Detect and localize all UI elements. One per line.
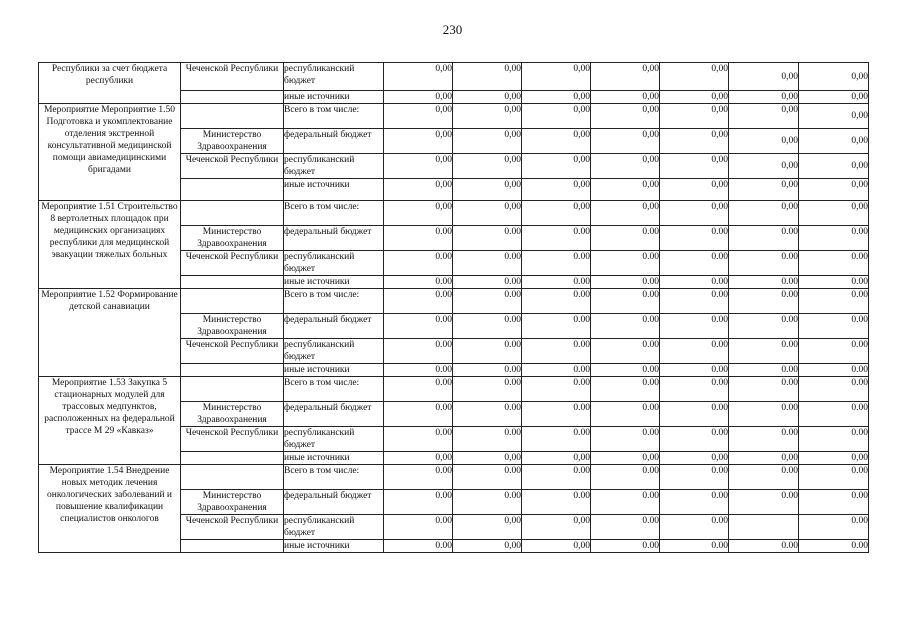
amount-cell: 0.00 <box>729 251 799 276</box>
amount-cell: 0.00 <box>591 226 660 251</box>
amount-cell: 0.00 <box>522 289 591 314</box>
funding-source: Всего в том числе: <box>284 289 384 314</box>
amount-cell: 0,00 <box>591 179 660 201</box>
amount-cell: 0.00 <box>384 427 453 452</box>
amount-cell: 0,00 <box>660 104 729 129</box>
responsible-executor <box>181 104 284 129</box>
amount-cell: 0,00 <box>591 104 660 129</box>
amount-cell: 0.00 <box>729 289 799 314</box>
amount-cell: 0.00 <box>799 314 869 339</box>
amount-cell: 0.00 <box>660 427 729 452</box>
amount-cell: 0.00 <box>799 490 869 515</box>
amount-cell: 0.00 <box>591 314 660 339</box>
responsible-executor: Министерство Здравоохранения <box>181 402 284 427</box>
amount-cell: 0,00 <box>522 63 591 91</box>
amount-cell: 0,00 <box>729 179 799 201</box>
amount-cell: 0,00 <box>522 91 591 104</box>
responsible-executor: Министерство Здравоохранения <box>181 314 284 339</box>
amount-cell: 0.00 <box>522 226 591 251</box>
amount-cell: 0,00 <box>799 129 869 154</box>
table-row <box>39 63 869 91</box>
funding-source: республиканский бюджет <box>284 154 384 179</box>
amount-cell: 0.00 <box>729 465 799 490</box>
amount-cell: 0.00 <box>384 251 453 276</box>
amount-cell: 0.00 <box>660 490 729 515</box>
amount-cell: 0.00 <box>729 490 799 515</box>
amount-cell: 0.00 <box>591 540 660 553</box>
amount-cell: 0.00 <box>729 226 799 251</box>
amount-cell: 0.00 <box>729 402 799 427</box>
amount-cell: 0.00 <box>660 402 729 427</box>
amount-cell: 0,00 <box>729 63 799 91</box>
amount-cell: 0.00 <box>729 377 799 402</box>
amount-cell: 0.00 <box>591 364 660 377</box>
amount-cell: 0,00 <box>729 452 799 465</box>
amount-cell: 0.00 <box>591 465 660 490</box>
amount-cell: 0.00 <box>799 339 869 364</box>
amount-cell: 0.00 <box>591 402 660 427</box>
amount-cell: 0,00 <box>660 452 729 465</box>
amount-cell: 0,00 <box>591 154 660 179</box>
measure-description: Мероприятие 1.51 Строительство 8 вертолетных площадок при медицинских организациях республики для медицинской эвакуации тяжелых больных <box>39 201 181 289</box>
amount-cell: 0.00 <box>799 402 869 427</box>
amount-cell: 0,00 <box>453 515 522 540</box>
amount-cell: 0,00 <box>384 91 453 104</box>
amount-cell: 0,00 <box>522 452 591 465</box>
amount-cell: 0.00 <box>522 465 591 490</box>
amount-cell: 0.00 <box>384 515 453 540</box>
responsible-executor <box>181 452 284 465</box>
amount-cell: 0.00 <box>453 226 522 251</box>
amount-cell: 0,00 <box>522 129 591 154</box>
amount-cell: 0.00 <box>660 251 729 276</box>
amount-cell: 0,00 <box>522 201 591 226</box>
amount-cell: 0.00 <box>522 402 591 427</box>
amount-cell: 0.00 <box>384 364 453 377</box>
amount-cell: 0.00 <box>453 465 522 490</box>
table-row <box>39 377 869 402</box>
amount-cell: 0.00 <box>453 276 522 289</box>
amount-cell: 0.00 <box>591 377 660 402</box>
amount-cell: 0.00 <box>522 339 591 364</box>
funding-source: Всего в том числе: <box>284 104 384 129</box>
responsible-executor <box>181 377 284 402</box>
amount-cell: 0,00 <box>384 452 453 465</box>
funding-source: республиканский бюджет <box>284 515 384 540</box>
amount-cell: 0.00 <box>729 364 799 377</box>
responsible-executor: Чеченской Республики <box>181 427 284 452</box>
funding-source: иные источники <box>284 179 384 201</box>
amount-cell: 0,00 <box>799 201 869 226</box>
amount-cell: 0.00 <box>660 364 729 377</box>
budget-table <box>38 62 869 553</box>
amount-cell: 0.00 <box>453 377 522 402</box>
amount-cell: 0,00 <box>453 540 522 553</box>
amount-cell: 0,00 <box>660 91 729 104</box>
responsible-executor: Министерство Здравоохранения <box>181 490 284 515</box>
table-row <box>39 289 869 314</box>
amount-cell: 0.00 <box>384 402 453 427</box>
amount-cell: 0.00 <box>453 314 522 339</box>
responsible-executor <box>181 465 284 490</box>
responsible-executor: Чеченской Республики <box>181 339 284 364</box>
amount-cell: 0,00 <box>729 104 799 129</box>
amount-cell: 0.00 <box>522 314 591 339</box>
amount-cell: 0.00 <box>453 339 522 364</box>
funding-source: республиканский бюджет <box>284 63 384 91</box>
responsible-executor <box>181 540 284 553</box>
amount-cell: 0,00 <box>522 540 591 553</box>
responsible-executor: Чеченской Республики <box>181 154 284 179</box>
amount-cell: 0,00 <box>660 63 729 91</box>
amount-cell: 0.00 <box>729 339 799 364</box>
amount-cell: 0.00 <box>729 427 799 452</box>
amount-cell: 0,00 <box>453 91 522 104</box>
amount-cell: 0.00 <box>522 276 591 289</box>
responsible-executor: Чеченской Республики <box>181 251 284 276</box>
amount-cell: 0.00 <box>660 226 729 251</box>
amount-cell: 0,00 <box>799 63 869 91</box>
amount-cell: 0,00 <box>660 201 729 226</box>
measure-description: Республики за счет бюджета республики <box>39 63 181 104</box>
amount-cell: 0,00 <box>799 91 869 104</box>
responsible-executor <box>181 179 284 201</box>
amount-cell: 0.00 <box>799 427 869 452</box>
responsible-executor: Министерство Здравоохранения <box>181 226 284 251</box>
amount-cell: 0.00 <box>799 364 869 377</box>
amount-cell: 0,00 <box>453 129 522 154</box>
amount-cell: 0,00 <box>660 154 729 179</box>
amount-cell: 0.00 <box>660 377 729 402</box>
measure-description: Мероприятие 1.53 Закупка 5 стационарных модулей для трассовых медпунктов, расположенных на федеральной трассе М 29 «Кавказ» <box>39 377 181 465</box>
amount-cell: 0,00 <box>453 104 522 129</box>
amount-cell: 0.00 <box>591 427 660 452</box>
funding-source: Всего в том числе: <box>284 465 384 490</box>
measure-description: Мероприятие Мероприятие 1.50 Подготовка и укомплектование отделения экстренной консультативной медицинской помощи авиамедицинскими бригадами <box>39 104 181 201</box>
amount-cell: 0.00 <box>660 465 729 490</box>
amount-cell: 0.00 <box>799 276 869 289</box>
amount-cell: 0.00 <box>799 377 869 402</box>
measure-description: Мероприятие 1.52 Формирование детской санавиации <box>39 289 181 377</box>
amount-cell: 0,00 <box>799 154 869 179</box>
amount-cell: 0.00 <box>522 427 591 452</box>
amount-cell: 0.00 <box>384 465 453 490</box>
amount-cell: 0.00 <box>384 289 453 314</box>
amount-cell: 0.00 <box>660 289 729 314</box>
funding-source: федеральный бюджет <box>284 402 384 427</box>
amount-cell: 0,00 <box>591 63 660 91</box>
amount-cell: 0,00 <box>799 179 869 201</box>
amount-cell: 0,00 <box>660 129 729 154</box>
amount-cell: 0,00 <box>384 201 453 226</box>
amount-cell: 0.00 <box>522 490 591 515</box>
funding-source: Всего в том числе: <box>284 377 384 402</box>
funding-source: федеральный бюджет <box>284 490 384 515</box>
responsible-executor <box>181 289 284 314</box>
amount-cell: 0.00 <box>660 515 729 540</box>
funding-source: республиканский бюджет <box>284 251 384 276</box>
amount-cell: 0.00 <box>591 490 660 515</box>
amount-cell: 0,00 <box>453 179 522 201</box>
amount-cell: 0,00 <box>384 63 453 91</box>
amount-cell: 0,00 <box>591 91 660 104</box>
amount-cell: 0.00 <box>729 276 799 289</box>
amount-cell: 0,00 <box>384 154 453 179</box>
funding-source: иные источники <box>284 452 384 465</box>
funding-source: иные источники <box>284 276 384 289</box>
responsible-executor <box>181 276 284 289</box>
amount-cell: 0,00 <box>522 515 591 540</box>
table-row <box>39 465 869 490</box>
page-number: 230 <box>442 22 463 37</box>
responsible-executor: Чеченской Республики <box>181 515 284 540</box>
funding-source: иные источники <box>284 91 384 104</box>
amount-cell: 0.00 <box>522 377 591 402</box>
amount-cell: 0.00 <box>522 364 591 377</box>
responsible-executor <box>181 201 284 226</box>
amount-cell: 0.00 <box>591 289 660 314</box>
amount-cell: 0.00 <box>591 515 660 540</box>
amount-cell: 0,00 <box>729 201 799 226</box>
amount-cell: 0,00 <box>799 452 869 465</box>
amount-cell: 0.00 <box>384 226 453 251</box>
amount-cell: 0,00 <box>384 104 453 129</box>
amount-cell: 0.00 <box>453 364 522 377</box>
amount-cell: 0.00 <box>799 515 869 540</box>
amount-cell: 0.00 <box>453 427 522 452</box>
amount-cell: 0.00 <box>660 540 729 553</box>
funding-source: Всего в том числе: <box>284 201 384 226</box>
funding-source: федеральный бюджет <box>284 226 384 251</box>
amount-cell: 0.00 <box>799 251 869 276</box>
responsible-executor: Чеченской Республики <box>181 63 284 91</box>
amount-cell: 0,00 <box>453 63 522 91</box>
amount-cell: 0.00 <box>799 289 869 314</box>
amount-cell: 0,00 <box>591 452 660 465</box>
amount-cell: 0.00 <box>660 314 729 339</box>
funding-source: республиканский бюджет <box>284 339 384 364</box>
amount-cell: 0.00 <box>384 490 453 515</box>
amount-cell: 0,00 <box>591 201 660 226</box>
amount-cell: 0.00 <box>453 251 522 276</box>
amount-cell: 0,00 <box>729 129 799 154</box>
amount-cell: 0.00 <box>591 276 660 289</box>
amount-cell: 0.00 <box>453 289 522 314</box>
amount-cell: 0,00 <box>453 201 522 226</box>
amount-cell: 0,00 <box>384 129 453 154</box>
table-row <box>39 104 869 129</box>
amount-cell: 0,00 <box>522 104 591 129</box>
amount-cell: 0.00 <box>384 314 453 339</box>
amount-cell: 0,00 <box>729 154 799 179</box>
funding-source: федеральный бюджет <box>284 129 384 154</box>
amount-cell: 0,00 <box>522 179 591 201</box>
funding-source: иные источники <box>284 364 384 377</box>
amount-cell: 0,00 <box>729 91 799 104</box>
amount-cell: 0.00 <box>591 251 660 276</box>
funding-source: республиканский бюджет <box>284 427 384 452</box>
amount-cell: 0.00 <box>660 276 729 289</box>
amount-cell: 0,00 <box>591 129 660 154</box>
amount-cell: 0.00 <box>660 339 729 364</box>
responsible-executor: Министерство Здравоохранения <box>181 129 284 154</box>
amount-cell: 0,00 <box>799 104 869 129</box>
amount-cell: 0.00 <box>453 402 522 427</box>
amount-cell: 0.00 <box>729 540 799 553</box>
amount-cell: 0.00 <box>729 314 799 339</box>
amount-cell: 0.00 <box>799 465 869 490</box>
responsible-executor <box>181 364 284 377</box>
amount-cell: 0,00 <box>660 179 729 201</box>
table-row <box>39 201 869 226</box>
amount-cell: 0.00 <box>453 490 522 515</box>
funding-source: федеральный бюджет <box>284 314 384 339</box>
amount-cell: 0.00 <box>384 276 453 289</box>
amount-cell: 0,00 <box>522 154 591 179</box>
amount-cell: 0,00 <box>384 179 453 201</box>
amount-cell: 0.00 <box>522 251 591 276</box>
amount-cell: 0.00 <box>799 226 869 251</box>
amount-cell: 0,00 <box>453 154 522 179</box>
amount-cell: 0.00 <box>384 540 453 553</box>
measure-description: Мероприятие 1.54 Внедрение новых методик лечения онкологических заболеваний и повышение квалификации специалистов онкологов <box>39 465 181 553</box>
amount-cell: 0,00 <box>453 452 522 465</box>
amount-cell <box>729 515 799 540</box>
amount-cell: 0.00 <box>799 540 869 553</box>
amount-cell: 0.00 <box>591 339 660 364</box>
responsible-executor <box>181 91 284 104</box>
amount-cell: 0.00 <box>384 339 453 364</box>
funding-source: иные источники <box>284 540 384 553</box>
amount-cell: 0.00 <box>384 377 453 402</box>
